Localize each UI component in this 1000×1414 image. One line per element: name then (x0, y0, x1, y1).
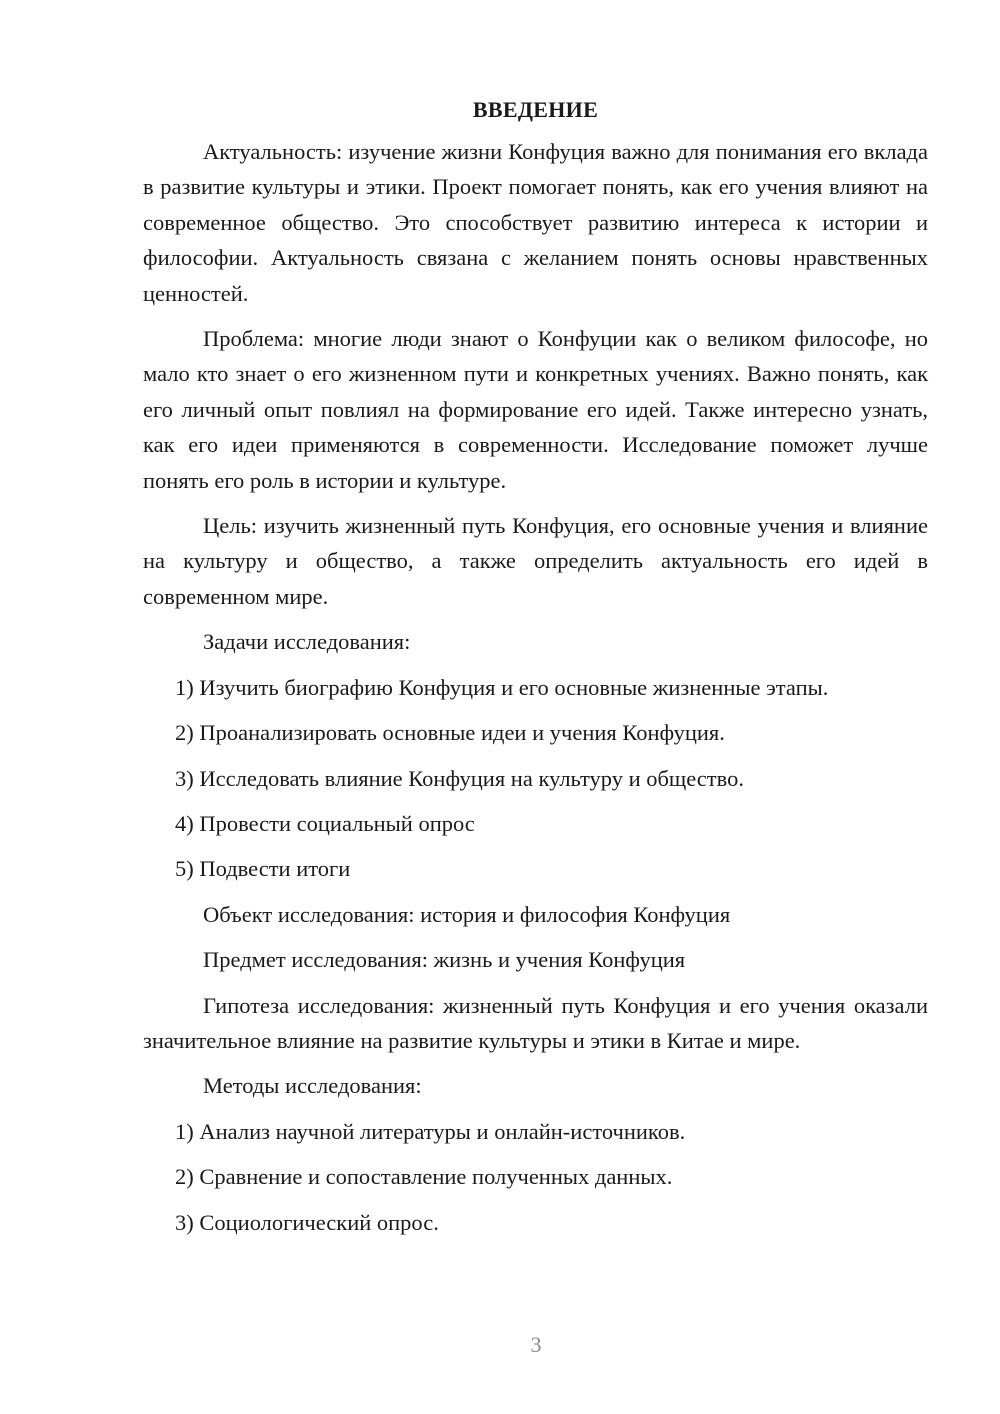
task-item-4: 4) Провести социальный опрос (175, 810, 475, 836)
goal-paragraph: Цель: изучить жизненный путь Конфуция, его основные учения и влияние на культуру и общество, а также определить актуальность его идей в современном мире. (143, 513, 928, 609)
page-content (143, 92, 928, 1250)
method-item-3: 3) Социологический опрос. (175, 1209, 439, 1235)
task-item-5: 5) Подвести итоги (175, 856, 351, 882)
research-subject: Предмет исследования: жизнь и учения Конфуция (203, 947, 686, 973)
task-item-1: 1) Изучить биографию Конфуция и его основные жизненные этапы. (175, 674, 829, 700)
page-number: 3 (530, 1332, 542, 1357)
problem-paragraph: Проблема: многие люди знают о Конфуции как о великом философе, но мало кто знает о его жизненном пути и конкретных учениях. Важно понять, как его личный опыт повлиял на формирование его идей. Также интересно узнать, как его идеи применяются в современности. Исследование поможет лучше понять его роль в истории и культуре. (143, 326, 928, 493)
hypothesis-paragraph: Гипотеза исследования: жизненный путь Конфуция и его учения оказали значительное влияние на развитие культуры и этики в Китае и мире. (143, 992, 928, 1053)
research-object: Объект исследования: история и философия Конфуция (203, 901, 731, 927)
tasks-heading: Задачи исследования: (203, 629, 411, 655)
methods-heading: Методы исследования: (203, 1073, 422, 1099)
method-item-1: 1) Анализ научной литературы и онлайн-источников. (175, 1118, 686, 1144)
page-title: ВВЕДЕНИЕ (472, 97, 599, 122)
method-item-2: 2) Сравнение и сопоставление полученных данных. (175, 1164, 673, 1190)
task-item-3: 3) Исследовать влияние Конфуция на культуру и общество. (175, 765, 744, 791)
task-item-2: 2) Проанализировать основные идеи и учения Конфуция. (175, 720, 725, 746)
relevance-paragraph: Актуальность: изучение жизни Конфуция важно для понимания его вклада в развитие культуры и этики. Проект помогает понять, как его учения влияют на современное общество. Это способствует развитию интереса к истории и философии. Актуальность связана с желанием понять основы нравственных ценностей. (143, 139, 928, 306)
